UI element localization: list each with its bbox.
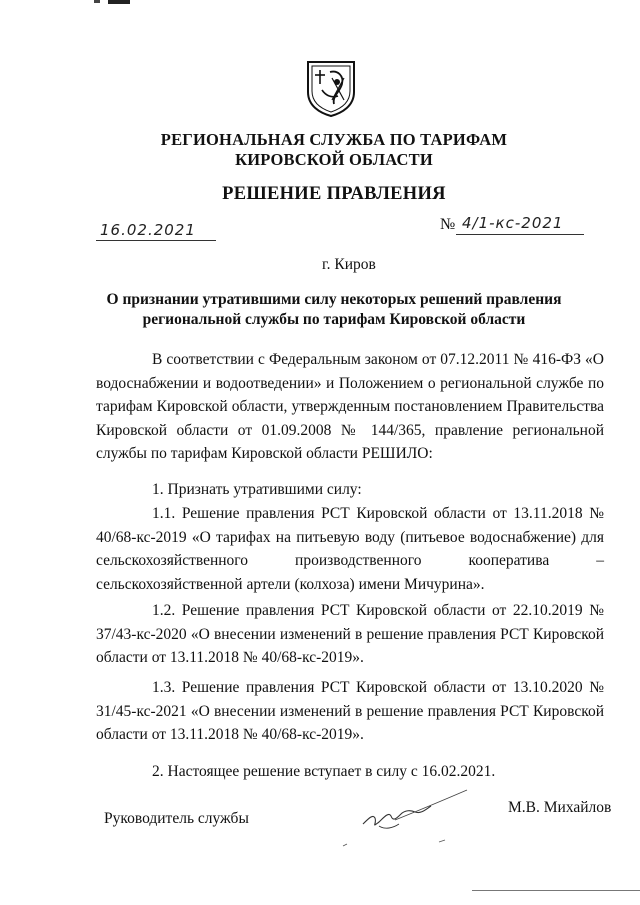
document-date: 16.02.2021 [100, 221, 196, 239]
coat-of-arms-icon [304, 58, 358, 118]
subject-line1: О признании утратившими силу некоторых решений правления [106, 291, 562, 308]
signer-name: М.В. Михайлов [508, 799, 612, 816]
signer-role: Руководитель службы [104, 810, 249, 827]
org-name-line1: РЕГИОНАЛЬНАЯ СЛУЖБА ПО ТАРИФАМ [160, 130, 508, 149]
item-1: 1. Признать утратившими силу: [152, 481, 362, 498]
document-number: 4/1-кс-2021 [462, 214, 564, 232]
date-underline [96, 240, 216, 241]
preamble-paragraph: В соответствии с Федеральным законом от 07.12.2011 № 416-ФЗ «О водоснабжении и водоотведении» и Положением о региональной службе по тарифам Кировской области, утвержденным постановлением Правительства Кировской области от 01.09.2008 № 144/365, правление региональной службы по тарифам Кировской области РЕШИЛО: [96, 351, 604, 462]
handwritten-signature [335, 780, 475, 850]
scan-artifact [94, 0, 100, 3]
document-type-title: РЕШЕНИЕ ПРАВЛЕНИЯ [222, 184, 446, 204]
item-1-3: 1.3. Решение правления РСТ Кировской области от 13.10.2020 № 31/45-кс-2021 «О внесении изменений в решение правления РСТ Кировской области от 13.11.2018 № 40/68-кс-2019». [96, 679, 604, 743]
city-label: г. Киров [322, 256, 376, 273]
item-2: 2. Настоящее решение вступает в силу с 16.02.2021. [152, 763, 496, 780]
number-underline [456, 234, 584, 235]
item-1-1: 1.1. Решение правления РСТ Кировской области от 13.11.2018 № 40/68-кс-2019 «О тарифах на питьевую воду (питьевое водоснабжение) для сельскохозяйственного производственного кооператива – сельскохозяйственной артели (колхоза) имени Мичурина». [96, 505, 604, 593]
subject-line2: региональной службы по тарифам Кировской области [142, 311, 526, 328]
footer-rule [472, 890, 640, 891]
number-sign: № [440, 216, 456, 233]
item-1-2: 1.2. Решение правления РСТ Кировской области от 22.10.2019 № 37/43-кс-2020 «О внесении изменений в решение правления РСТ Кировской области от 13.11.2018 № 40/68-кс-2019». [96, 602, 604, 666]
scan-artifact [108, 0, 130, 4]
org-name-line2: КИРОВСКОЙ ОБЛАСТИ [235, 150, 433, 169]
